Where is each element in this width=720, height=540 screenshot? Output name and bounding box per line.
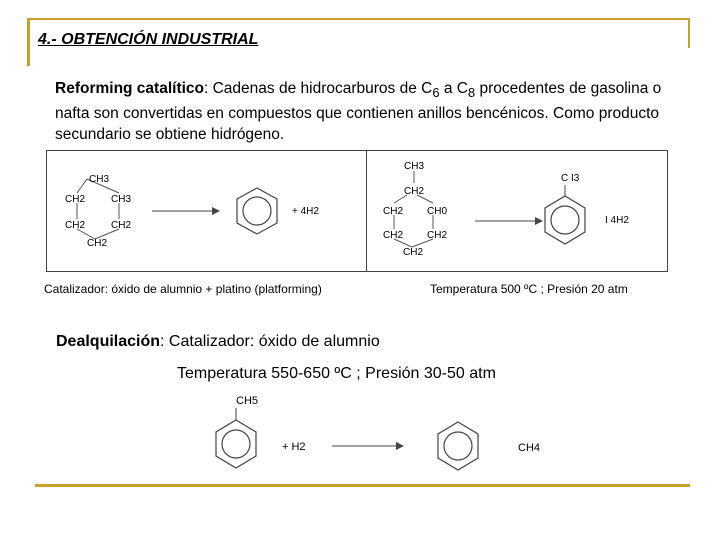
label-ch5: CH5: [236, 395, 259, 407]
reforming-heading: Reforming catalítico: [55, 80, 204, 97]
label-ch2-right-right: CH2: [427, 230, 448, 241]
dealquilacion-conditions: Temperatura 550-650 ºC ; Presión 30-50 atm: [177, 365, 496, 382]
reaction-arrow-bottom: [332, 442, 404, 450]
dealquilacion-line: [56, 333, 380, 351]
label-ch2-left-1: CH2: [65, 194, 86, 205]
label-ch2-left-right-1: CH2: [383, 206, 404, 217]
reforming-sub-a: 6: [432, 85, 440, 101]
label-methyl-product: C I3: [561, 173, 580, 184]
reaction-arrow-right: [475, 217, 543, 225]
dealquilacion-heading: Dealquilación: [56, 333, 161, 350]
label-ch0-right: CH0: [427, 206, 448, 217]
reaction-diagram-right: [367, 151, 667, 271]
label-ch2-left-2: CH2: [65, 220, 86, 231]
label-ch2-left-right-2: CH2: [383, 230, 404, 241]
accent-line-bottom: [35, 484, 690, 487]
reaction-arrow-left: [152, 207, 220, 215]
reaction-diagram-left: [47, 151, 367, 271]
accent-line-right: [688, 18, 690, 48]
label-ch2-bottom-right: CH2: [403, 247, 424, 258]
label-plus-4h2-left: + 4H2: [292, 206, 319, 217]
label-ch3-top-right: CH3: [404, 161, 425, 172]
label-ch3-top: CH3: [89, 174, 110, 185]
reforming-text-a: : Cadenas de hidrocarburos de C: [204, 80, 433, 97]
dealquilacion-text: : Catalizador: óxido de alumnio: [160, 333, 380, 350]
label-ch2-top-right: CH2: [404, 186, 425, 197]
toluene-ring-bottom: [216, 420, 256, 468]
reforming-sub-b: 8: [467, 85, 476, 101]
benzene-ring-left: [237, 188, 277, 234]
accent-line-top: [27, 18, 690, 20]
label-plus-h2: + H2: [282, 441, 306, 453]
accent-line-vertical: [27, 18, 30, 66]
benzene-ring-bottom: [438, 422, 478, 470]
caption-right: Temperatura 500 ºC ; Presión 20 atm: [430, 282, 628, 296]
caption-left: Catalizador: óxido de alumnio + platino (platforming): [44, 282, 322, 296]
reaction-panel-left: [46, 150, 368, 272]
label-plus-4h2-right: I 4H2: [605, 215, 629, 226]
label-ch2-right: CH2: [111, 220, 132, 231]
label-ch4: CH4: [518, 442, 541, 454]
label-ch3-right: CH3: [111, 194, 132, 205]
label-ch2-bottom: CH2: [87, 238, 108, 249]
toluene-ring-right: [545, 196, 585, 244]
reaction-panel-right: [366, 150, 668, 272]
reaction-diagram-bottom: [200, 388, 560, 480]
slide-title: 4.- OBTENCIÓN INDUSTRIAL: [38, 31, 259, 48]
reforming-text-c: procedentes de gasolina o nafta son convertidas en compuestos que contienen anillos bencénicos. Como producto secundario se obtiene hidrógeno.: [55, 80, 662, 144]
reforming-text-b: a C: [439, 80, 468, 97]
reforming-paragraph: [55, 78, 665, 145]
